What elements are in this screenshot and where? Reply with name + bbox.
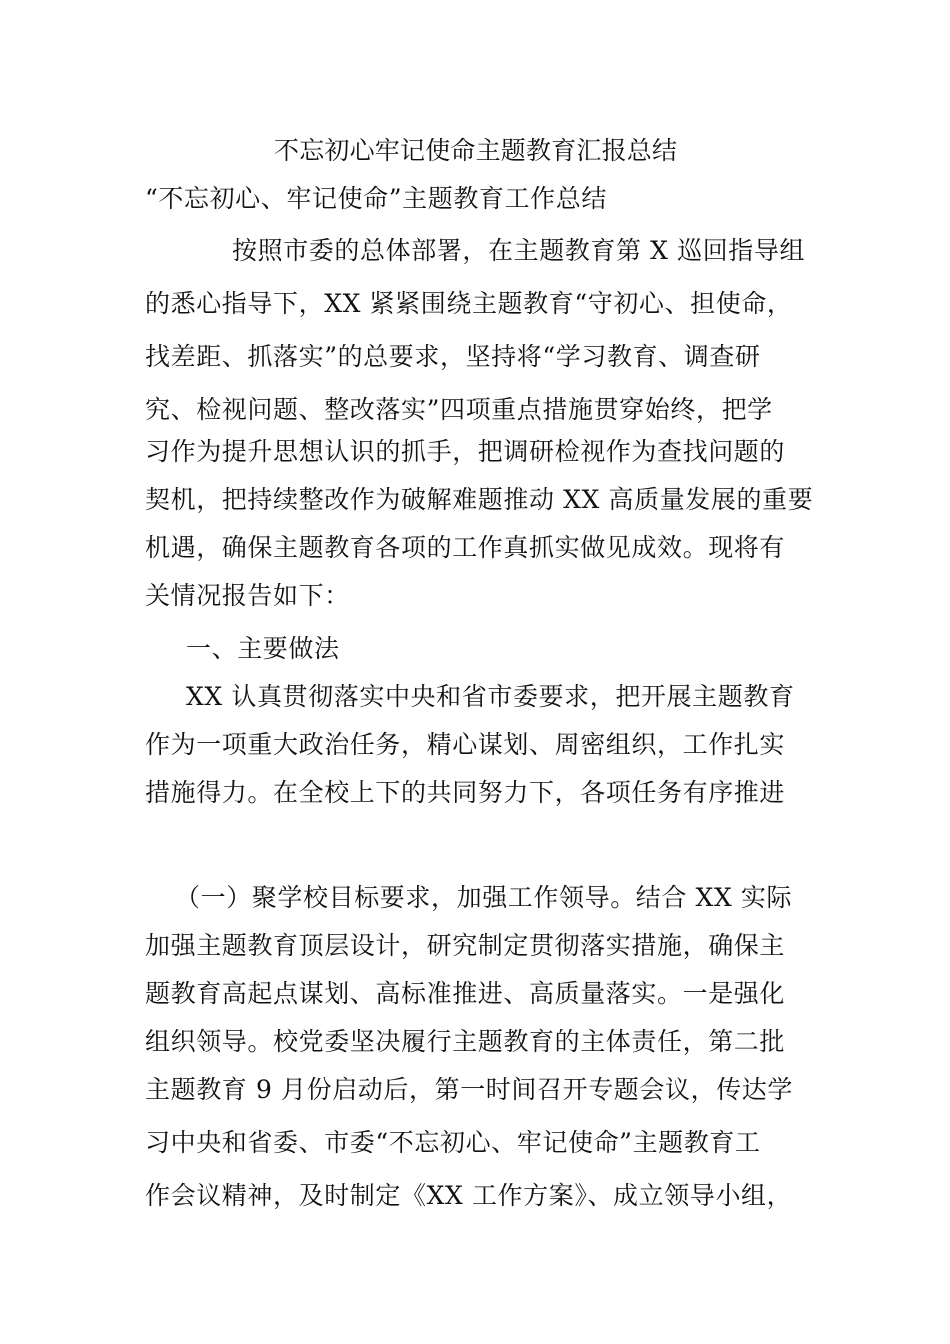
subsection-line: 组织领导。校党委坚决履行主题教育的主体责任，第二批 <box>145 1027 786 1056</box>
subsection-line: 题教育高起点谋划、高标准推进、高质量落实。一是强化 <box>145 979 786 1008</box>
section-line: 措施得力。在全校上下的共同努力下，各项任务有序推进 <box>145 778 786 807</box>
intro-line: 机遇，确保主题教育各项的工作真抓实做见成效。现将有 <box>145 533 786 562</box>
document-subtitle: “不忘初心、牢记使命”主题教育工作总结 <box>145 184 607 213</box>
subsection-line: 主题教育 9 月份启动后，第一时间召开专题会议，传达学 <box>145 1075 794 1104</box>
intro-line: 的悉心指导下，XX 紧紧围绕主题教育“守初心、担使命， <box>145 289 793 318</box>
section-line: XX 认真贯彻落实中央和省市委要求，把开展主题教育 <box>186 682 795 711</box>
section-line: 作为一项重大政治任务，精心谋划、周密组织，工作扎实 <box>145 730 786 759</box>
subsection-line: 加强主题教育顶层设计，研究制定贯彻落实措施，确保主 <box>145 931 786 960</box>
section-heading: 一、主要做法 <box>186 634 340 663</box>
subsection-line: （一）聚学校目标要求，加强工作领导。结合 XX 实际 <box>175 883 793 912</box>
intro-line: 究、检视问题、整改落实”四项重点措施贯穿始终，把学 <box>145 395 773 424</box>
intro-line: 习作为提升思想认识的抓手，把调研检视作为查找问题的 <box>145 437 786 466</box>
subsection-line: 习中央和省委、市委“不忘初心、牢记使命”主题教育工 <box>145 1128 761 1157</box>
intro-line: 按照市委的总体部署，在主题教育第 X 巡回指导组 <box>232 236 806 265</box>
document-title: 不忘初心牢记使命主题教育汇报总结 <box>274 136 678 165</box>
subsection-line: 作会议精神，及时制定《XX 工作方案》、成立领导小组， <box>145 1181 793 1210</box>
intro-line: 找差距、抓落实”的总要求，坚持将“学习教育、调查研 <box>145 342 761 371</box>
intro-line: 契机，把持续整改作为破解难题推动 XX 高质量发展的重要 <box>145 485 814 514</box>
intro-line: 关情况报告如下： <box>145 581 350 610</box>
